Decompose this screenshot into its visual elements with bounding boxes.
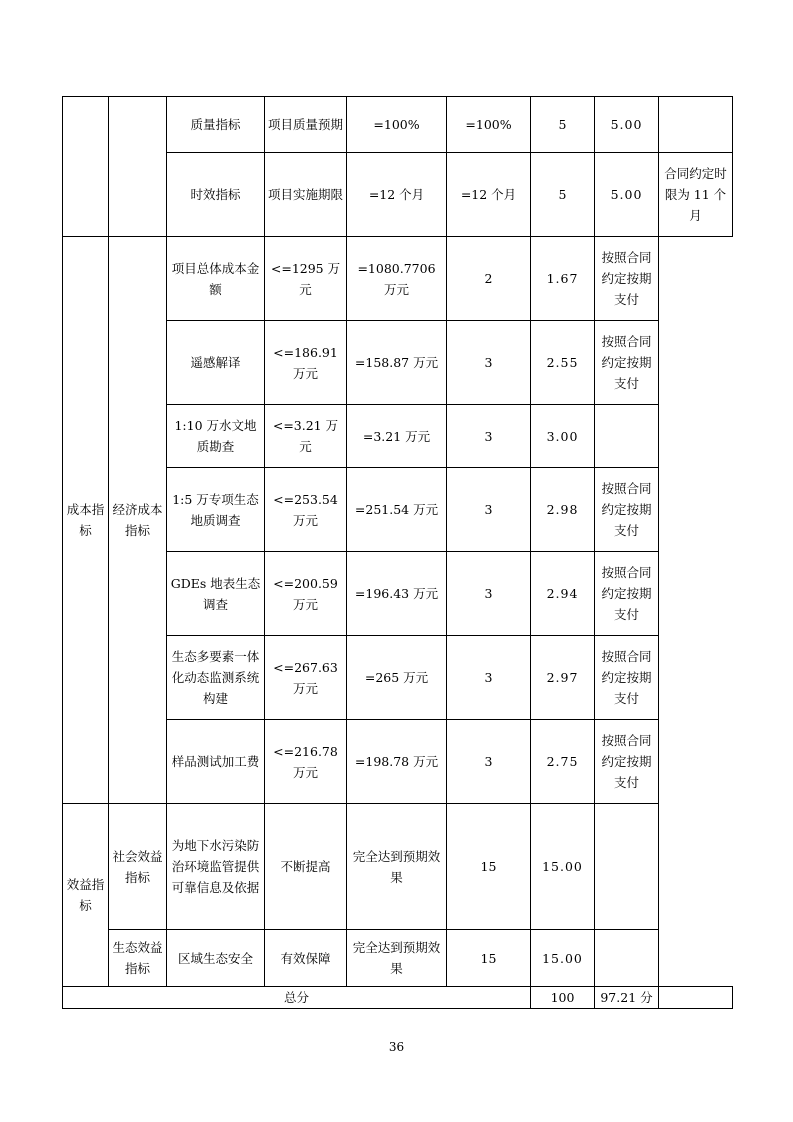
remark bbox=[595, 804, 659, 930]
target-value: <=3.21 万元 bbox=[265, 405, 347, 468]
remark: 按照合同约定按期支付 bbox=[595, 636, 659, 720]
score: 2.55 bbox=[531, 321, 595, 405]
actual-value: =100% bbox=[447, 97, 531, 153]
actual-value: =1080.7706 万元 bbox=[347, 237, 447, 321]
weight: 3 bbox=[447, 321, 531, 405]
table-row bbox=[63, 804, 733, 930]
remark: 合同约定时限为 11 个月 bbox=[659, 153, 733, 237]
weight: 15 bbox=[447, 930, 531, 987]
actual-value: =12 个月 bbox=[447, 153, 531, 237]
target-value: <=1295 万元 bbox=[265, 237, 347, 321]
weight: 3 bbox=[447, 636, 531, 720]
score: 15.00 bbox=[531, 930, 595, 987]
level3-indicator: 项目实施期限 bbox=[265, 153, 347, 237]
remark: 按照合同约定按期支付 bbox=[595, 321, 659, 405]
actual-value: 完全达到预期效果 bbox=[347, 804, 447, 930]
level2-indicator: 生态效益指标 bbox=[109, 930, 167, 987]
weight: 3 bbox=[447, 468, 531, 552]
level3-indicator: 样品测试加工费 bbox=[167, 720, 265, 804]
score: 2.94 bbox=[531, 552, 595, 636]
score: 5.00 bbox=[595, 153, 659, 237]
target-value: <=200.59 万元 bbox=[265, 552, 347, 636]
target-value: =12 个月 bbox=[347, 153, 447, 237]
level2-indicator: 质量指标 bbox=[167, 97, 265, 153]
score: 1.67 bbox=[531, 237, 595, 321]
level3-indicator: 区域生态安全 bbox=[167, 930, 265, 987]
total-label: 总分 bbox=[63, 987, 531, 1009]
total-row bbox=[63, 987, 733, 1009]
target-value: <=267.63 万元 bbox=[265, 636, 347, 720]
remark bbox=[659, 97, 733, 153]
level2-indicator: 社会效益指标 bbox=[109, 804, 167, 930]
remark: 按照合同约定按期支付 bbox=[595, 720, 659, 804]
weight: 3 bbox=[447, 720, 531, 804]
target-value: 不断提高 bbox=[265, 804, 347, 930]
remark: 按照合同约定按期支付 bbox=[595, 468, 659, 552]
level1-indicator: 成本指标 bbox=[63, 237, 109, 804]
table-row bbox=[63, 930, 733, 987]
page-number: 36 bbox=[388, 1040, 405, 1054]
table-row bbox=[63, 97, 733, 153]
score: 2.97 bbox=[531, 636, 595, 720]
target-value: <=253.54 万元 bbox=[265, 468, 347, 552]
remark bbox=[595, 930, 659, 987]
actual-value: =251.54 万元 bbox=[347, 468, 447, 552]
level1-indicator: 效益指标 bbox=[63, 804, 109, 987]
score: 3.00 bbox=[531, 405, 595, 468]
level3-indicator: 为地下水污染防治环境监管提供可靠信息及依据 bbox=[167, 804, 265, 930]
remark: 按照合同约定按期支付 bbox=[595, 237, 659, 321]
remark bbox=[595, 405, 659, 468]
level3-indicator: 遥感解译 bbox=[167, 321, 265, 405]
level2-indicator: 时效指标 bbox=[167, 153, 265, 237]
performance-table bbox=[62, 96, 733, 1009]
score: 2.98 bbox=[531, 468, 595, 552]
actual-value: =158.87 万元 bbox=[347, 321, 447, 405]
level3-indicator: 项目总体成本金额 bbox=[167, 237, 265, 321]
total-remark bbox=[659, 987, 733, 1009]
weight: 15 bbox=[447, 804, 531, 930]
target-value: 有效保障 bbox=[265, 930, 347, 987]
weight: 3 bbox=[447, 405, 531, 468]
level3-indicator: 生态多要素一体化动态监测系统构建 bbox=[167, 636, 265, 720]
weight: 2 bbox=[447, 237, 531, 321]
score: 5.00 bbox=[595, 97, 659, 153]
actual-value: =265 万元 bbox=[347, 636, 447, 720]
target-value: <=216.78 万元 bbox=[265, 720, 347, 804]
target-value: <=186.91 万元 bbox=[265, 321, 347, 405]
actual-value: =198.78 万元 bbox=[347, 720, 447, 804]
level3-indicator: GDEs 地表生态调查 bbox=[167, 552, 265, 636]
level3-indicator: 项目质量预期 bbox=[265, 97, 347, 153]
remark: 按照合同约定按期支付 bbox=[595, 552, 659, 636]
level3-indicator: 1:5 万专项生态地质调查 bbox=[167, 468, 265, 552]
level2-indicator: 经济成本指标 bbox=[109, 237, 167, 804]
actual-value: 完全达到预期效果 bbox=[347, 930, 447, 987]
score: 15.00 bbox=[531, 804, 595, 930]
weight: 5 bbox=[531, 97, 595, 153]
table-row bbox=[63, 237, 733, 321]
total-weight: 100 bbox=[531, 987, 595, 1009]
level3-indicator: 1:10 万水文地质勘查 bbox=[167, 405, 265, 468]
blank-cell bbox=[63, 97, 109, 237]
actual-value: =3.21 万元 bbox=[347, 405, 447, 468]
blank-cell bbox=[109, 97, 167, 237]
score: 2.75 bbox=[531, 720, 595, 804]
total-score: 97.21 分 bbox=[595, 987, 659, 1009]
weight: 5 bbox=[531, 153, 595, 237]
weight: 3 bbox=[447, 552, 531, 636]
target-value: =100% bbox=[347, 97, 447, 153]
actual-value: =196.43 万元 bbox=[347, 552, 447, 636]
